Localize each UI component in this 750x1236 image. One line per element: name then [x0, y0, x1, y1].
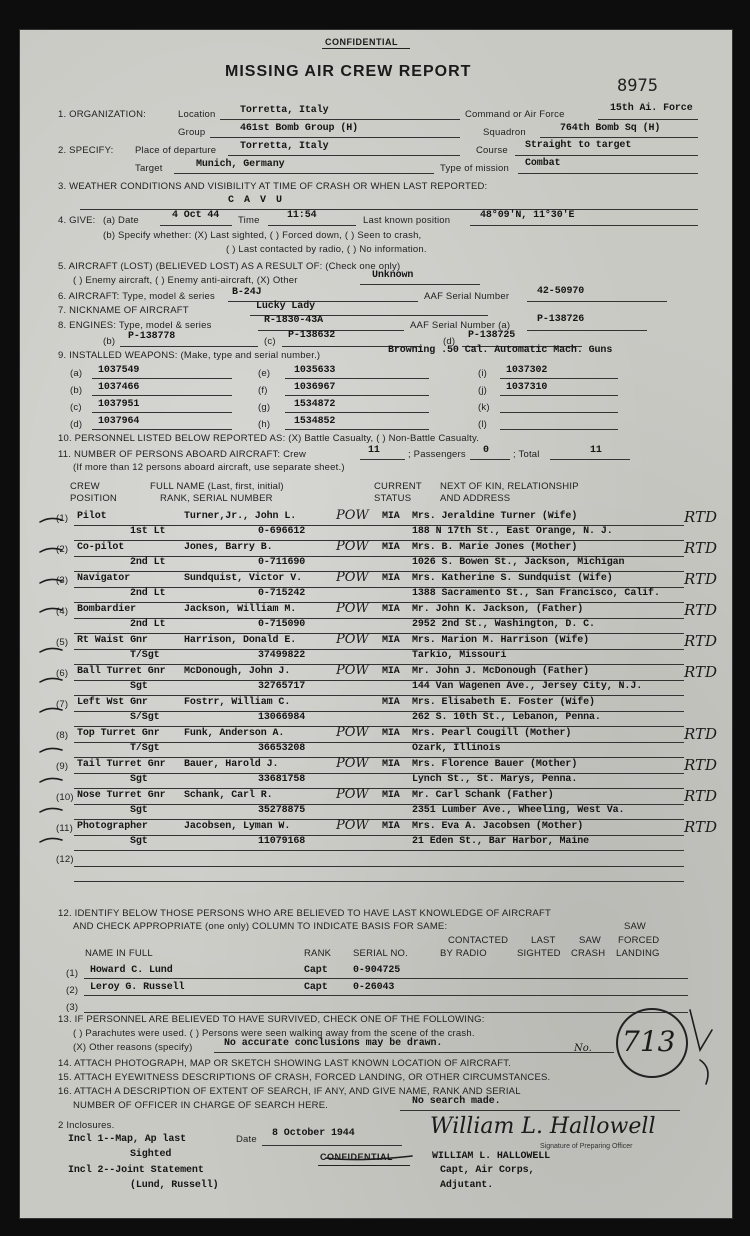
crew-name: McDonough, John J.: [184, 666, 291, 677]
witness-serial: 0-26043: [353, 982, 395, 993]
crew-name: Schank, Carl R.: [184, 790, 273, 801]
crew-address: 188 N 17th St., East Orange, N. J.: [412, 526, 613, 537]
crew-status: MIA: [382, 790, 400, 801]
crew-kin: Mr. John K. Jackson, (Father): [412, 604, 584, 615]
crew-address: 262 S. 10th St., Lebanon, Penna.: [412, 712, 601, 723]
witness-rank: Capt: [304, 965, 328, 976]
aircraft-type-value: B-24J: [232, 287, 262, 298]
search-value: No search made.: [412, 1096, 501, 1107]
crew-rank: Sgt: [130, 681, 148, 692]
crew-rank: Sgt: [130, 836, 148, 847]
group-value: 461st Bomb Group (H): [240, 123, 359, 134]
crew-rank: 2nd Lt: [130, 557, 166, 568]
crew-serial: 0-715090: [258, 619, 306, 630]
weapon-serial: 1037466: [98, 382, 140, 393]
weapon-label: (j): [478, 385, 488, 396]
crew-address: Lynch St., St. Marys, Penna.: [412, 774, 578, 785]
passenger-count: 0: [483, 445, 489, 456]
pow-mark: POW: [336, 508, 369, 523]
weapon-serial: 1035633: [294, 365, 336, 376]
crew-status: MIA: [382, 697, 400, 708]
crew-number: (1): [56, 513, 69, 524]
aircraft-serial-value: 42-50970: [537, 286, 585, 297]
crew-status: MIA: [382, 728, 400, 739]
crew-number: (12): [56, 854, 74, 865]
crew-position: Nose Turret Gnr: [77, 790, 166, 801]
crew-status: MIA: [382, 666, 400, 677]
engine-a-value: P-138726: [537, 314, 585, 325]
weapon-serial: 1037951: [98, 399, 140, 410]
crew-position: Tail Turret Gnr: [77, 759, 166, 770]
crew-position: Left Wst Gnr: [77, 697, 148, 708]
other-cause-value: Unknown: [372, 270, 414, 281]
witness-rank: Capt: [304, 982, 328, 993]
crew-serial: 0-696612: [258, 526, 306, 537]
survival-reason-value: No accurate conclusions may be drawn.: [224, 1038, 443, 1049]
crew-position: Ball Turret Gnr: [77, 666, 166, 677]
crew-status: MIA: [382, 511, 400, 522]
crew-serial: 0-715242: [258, 588, 306, 599]
crew-rtd-note: RTD: [684, 539, 718, 557]
crew-status: MIA: [382, 542, 400, 553]
engine-d-value: P-138725: [468, 330, 516, 341]
pow-mark: POW: [336, 539, 369, 554]
weapon-label: (i): [478, 368, 488, 379]
crew-address: 144 Van Wagenen Ave., Jersey City, N.J.: [412, 681, 643, 692]
crew-rtd-note: RTD: [684, 508, 718, 526]
witness-name: Leroy G. Russell: [90, 982, 185, 993]
crew-status: MIA: [382, 821, 400, 832]
weapon-serial: 1037964: [98, 416, 140, 427]
pow-mark: POW: [336, 601, 369, 616]
weapon-label: (d): [70, 419, 83, 430]
witness-number: (2): [66, 985, 79, 996]
report-number: 8975: [617, 76, 658, 96]
crew-count: 11: [368, 445, 380, 456]
witness-name: Howard C. Lund: [90, 965, 173, 976]
crew-kin: Mrs. Marion M. Harrison (Wife): [412, 635, 590, 646]
location-value: Torretta, Italy: [240, 105, 329, 116]
crew-rank: S/Sgt: [130, 712, 160, 723]
crew-serial: 13066984: [258, 712, 306, 723]
crew-number: (7): [56, 699, 69, 710]
crew-serial: 33681758: [258, 774, 306, 785]
crew-rtd-note: RTD: [684, 818, 718, 836]
crew-kin: Mrs. Florence Bauer (Mother): [412, 759, 578, 770]
engine-c-value: P-138632: [288, 330, 336, 341]
total-count: 11: [590, 445, 602, 456]
crew-rank: 2nd Lt: [130, 619, 166, 630]
weapon-serial: 1037310: [506, 382, 548, 393]
officer-name: WILLIAM L. HALLOWELL: [432, 1151, 551, 1162]
crew-serial: 32765717: [258, 681, 306, 692]
classification-footer: CONFIDENTIAL: [320, 1152, 393, 1162]
departure-value: Torretta, Italy: [240, 141, 329, 152]
pow-mark: POW: [336, 787, 369, 802]
crew-number: (10): [56, 792, 74, 803]
pow-mark: POW: [336, 818, 369, 833]
crew-kin: Mrs. Eva A. Jacobsen (Mother): [412, 821, 584, 832]
crew-position: Navigator: [77, 573, 131, 584]
signature: William L. Hallowell: [430, 1114, 656, 1139]
pow-mark: POW: [336, 756, 369, 771]
crew-serial: 11079168: [258, 836, 306, 847]
crew-rtd-note: RTD: [684, 725, 718, 743]
crew-address: 21 Eden St., Bar Harbor, Maine: [412, 836, 590, 847]
position-value: 48°09'N, 11°30'E: [480, 210, 575, 221]
target-value: Munich, Germany: [196, 159, 285, 170]
crew-rank: Sgt: [130, 774, 148, 785]
crew-kin: Mr. John J. McDonough (Father): [412, 666, 590, 677]
crew-serial: 0-711690: [258, 557, 306, 568]
crew-rtd-note: RTD: [684, 632, 718, 650]
report-date-value: 8 October 1944: [272, 1128, 355, 1139]
crew-kin: Mrs. Katherine S. Sundquist (Wife): [412, 573, 613, 584]
command-value: 15th Ai. Force: [610, 103, 693, 114]
s1-label: 1. ORGANIZATION:: [58, 109, 147, 120]
crew-status: MIA: [382, 635, 400, 646]
course-value: Straight to target: [525, 140, 632, 151]
crew-position: Rt Waist Gnr: [77, 635, 148, 646]
crew-rank: 2nd Lt: [130, 588, 166, 599]
witness-serial: 0-904725: [353, 965, 401, 976]
crew-number: (4): [56, 606, 69, 617]
crew-name: Jackson, William M.: [184, 604, 297, 615]
crew-number: (9): [56, 761, 69, 772]
crew-rank: T/Sgt: [130, 743, 160, 754]
crew-name: Funk, Anderson A.: [184, 728, 285, 739]
crew-address: 2351 Lumber Ave., Wheeling, West Va.: [412, 805, 625, 816]
crew-name: Bauer, Harold J.: [184, 759, 279, 770]
crew-position: Top Turret Gnr: [77, 728, 160, 739]
crew-name: Jacobsen, Lyman W.: [184, 821, 291, 832]
crew-kin: Mrs. Pearl Cougill (Mother): [412, 728, 572, 739]
engine-type-value: R-1830-43A: [264, 315, 324, 326]
weapon-label: (h): [258, 419, 271, 430]
crew-kin: Mr. Carl Schank (Father): [412, 790, 554, 801]
crew-number: (3): [56, 575, 69, 586]
time-value: 11:54: [287, 210, 317, 221]
date-value: 4 Oct 44: [172, 210, 220, 221]
weapon-serial: 1036967: [294, 382, 336, 393]
crew-number: (8): [56, 730, 69, 741]
weapons-make-value: Browning .50 Cal. Automatic Mach. Guns: [388, 345, 613, 356]
weapon-label: (g): [258, 402, 271, 413]
crew-address: Ozark, Illinois: [412, 743, 501, 754]
crew-rtd-note: RTD: [684, 787, 718, 805]
crew-rank: T/Sgt: [130, 650, 160, 661]
nickname-value: Lucky Lady: [256, 301, 316, 312]
crew-kin: Mrs. B. Marie Jones (Mother): [412, 542, 578, 553]
crew-number: (11): [56, 823, 73, 834]
crew-number: (6): [56, 668, 69, 679]
officer-title: Capt, Air Corps,: [440, 1165, 535, 1176]
crew-rank: 1st Lt: [130, 526, 166, 537]
crew-rtd-note: RTD: [684, 663, 718, 681]
crew-address: 1388 Sacramento St., San Francisco, Calif.: [412, 588, 660, 599]
weapon-serial: 1037549: [98, 365, 140, 376]
stamp-number: 713: [622, 1025, 676, 1058]
weapon-label: (l): [478, 419, 488, 430]
crew-rank: Sgt: [130, 805, 148, 816]
weapon-label: (k): [478, 402, 490, 413]
crew-name: Sundquist, Victor V.: [184, 573, 303, 584]
engine-b-value: P-138778: [128, 331, 176, 342]
weapon-label: (c): [70, 402, 82, 413]
squadron-value: 764th Bomb Sq (H): [560, 123, 661, 134]
crew-status: MIA: [382, 604, 400, 615]
crew-kin: Mrs. Jeraldine Turner (Wife): [412, 511, 578, 522]
weapon-label: (a): [70, 368, 83, 379]
crew-name: Jones, Barry B.: [184, 542, 273, 553]
classification-header: CONFIDENTIAL: [325, 37, 398, 47]
crew-number: (2): [56, 544, 69, 555]
witness-number: (1): [66, 968, 79, 979]
pow-mark: POW: [336, 632, 369, 647]
crew-address: Tarkio, Missouri: [412, 650, 507, 661]
crew-status: MIA: [382, 573, 400, 584]
pow-mark: POW: [336, 570, 369, 585]
crew-name: Harrison, Donald E.: [184, 635, 297, 646]
stamp-prefix: No.: [574, 1043, 592, 1054]
weapon-serial: 1534852: [294, 416, 336, 427]
crew-position: Pilot: [77, 511, 107, 522]
witness-number: (3): [66, 1002, 79, 1013]
weapon-label: (b): [70, 385, 83, 396]
crew-rtd-note: RTD: [684, 570, 718, 588]
weapon-serial: 1534872: [294, 399, 336, 410]
crew-name: Fostrr, William C.: [184, 697, 291, 708]
pow-mark: POW: [336, 663, 369, 678]
weapon-serial: 1037302: [506, 365, 548, 376]
crew-kin: Mrs. Elisabeth E. Foster (Wife): [412, 697, 595, 708]
page-title: MISSING AIR CREW REPORT: [225, 63, 472, 80]
crew-address: 2952 2nd St., Washington, D. C.: [412, 619, 595, 630]
crew-position: Photographer: [77, 821, 148, 832]
crew-number: (5): [56, 637, 69, 648]
weapon-label: (e): [258, 368, 271, 379]
crew-serial: 37499822: [258, 650, 306, 661]
weather-value: C A V U: [228, 195, 285, 206]
crew-status: MIA: [382, 759, 400, 770]
crew-serial: 36653208: [258, 743, 306, 754]
mission-value: Combat: [525, 158, 561, 169]
crew-position: Bombardier: [77, 604, 137, 615]
pow-mark: POW: [336, 725, 369, 740]
crew-name: Turner,Jr., John L.: [184, 511, 297, 522]
crew-rtd-note: RTD: [684, 601, 718, 619]
crew-position: Co-pilot: [77, 542, 125, 553]
crew-serial: 35278875: [258, 805, 306, 816]
crew-rtd-note: RTD: [684, 756, 718, 774]
weapon-label: (f): [258, 385, 268, 396]
crew-address: 1026 S. Bowen St., Jackson, Michigan: [412, 557, 625, 568]
